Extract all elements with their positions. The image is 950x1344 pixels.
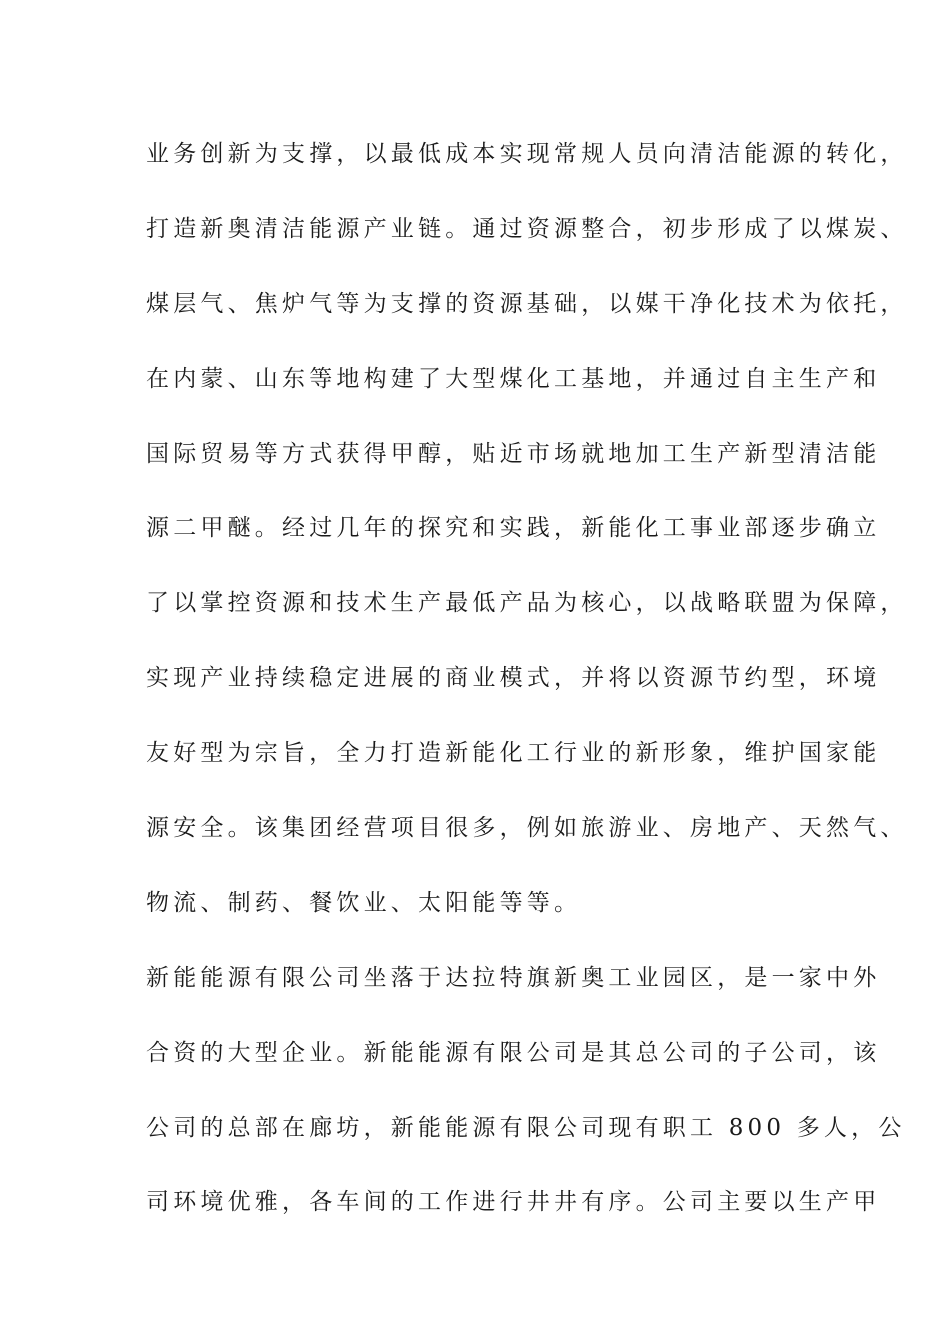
text-line: 打造新奥清洁能源产业链。通过资源整合，初步形成了以煤炭、 — [146, 215, 908, 242]
text-line: 物流、制药、餐饮业、太阳能等等。 — [146, 889, 582, 916]
text-line: 了以掌控资源和技术生产最低产品为核心，以战略联盟为保障， — [146, 590, 908, 617]
text-line: 司环境优雅，各车间的工作进行井井有序。公司主要以生产甲 — [146, 1189, 881, 1216]
text-line: 友好型为宗旨，全力打造新能化工行业的新形象，维护国家能 — [146, 740, 881, 767]
text-line: 公司的总部在廊坊，新能能源有限公司现有职工 800 多人，公 — [146, 1114, 906, 1141]
text-line: 煤层气、焦炉气等为支撑的资源基础，以媒干净化技术为依托， — [146, 290, 908, 317]
text-line: 实现产业持续稳定进展的商业模式，并将以资源节约型，环境 — [146, 665, 881, 692]
text-line: 新能能源有限公司坐落于达拉特旗新奥工业园区，是一家中外 — [146, 964, 881, 991]
text-line: 国际贸易等方式获得甲醇，贴近市场就地加工生产新型清洁能 — [146, 440, 881, 467]
text-line: 合资的大型企业。新能能源有限公司是其总公司的子公司，该 — [146, 1039, 881, 1066]
text-line: 业务创新为支撑，以最低成本实现常规人员向清洁能源的转化， — [146, 141, 908, 167]
text-line: 在内蒙、山东等地构建了大型煤化工基地，并通过自主生产和 — [146, 365, 881, 392]
text-line: 源二甲醚。经过几年的探究和实践，新能化工事业部逐步确立 — [146, 515, 881, 542]
body-text — [146, 128, 908, 1251]
text-line: 源安全。该集团经营项目很多，例如旅游业、房地产、天然气、 — [146, 815, 908, 842]
